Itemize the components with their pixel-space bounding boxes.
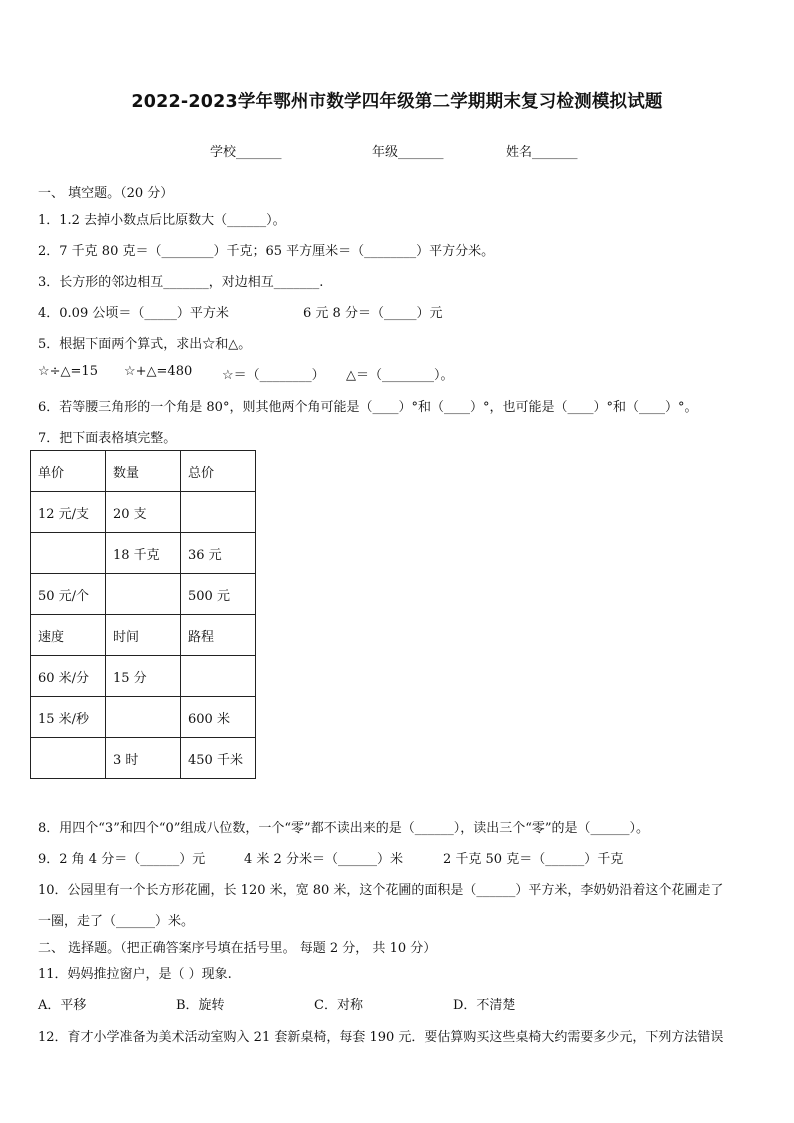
table-cell: 12 元/支 <box>31 492 106 533</box>
table-cell: 总价 <box>181 451 256 492</box>
table-cell: 数量 <box>106 451 181 492</box>
question-12: 12．育才小学准备为美术活动室购入 21 套新桌椅，每套 190 元．要估算购买这些桌椅大约需要多少元，下列方法错误 <box>38 1030 724 1045</box>
table-cell: 15 米/秒 <box>31 697 106 738</box>
question-1: 1．1.2 去掉小数点后比原数大（______）。 <box>38 213 286 228</box>
question-3: 3．长方形的邻边相互_______，对边相互_______. <box>38 275 324 290</box>
section2-heading: 二、 选择题。（把正确答案序号填在括号里。 每题 2 分， 共 10 分） <box>38 941 437 956</box>
table-cell <box>106 697 181 738</box>
fill-table <box>30 450 256 779</box>
table-cell: 600 米 <box>181 697 256 738</box>
question-8: 8．用四个“3”和四个“0”组成八位数，一个“零”都不读出来的是（______），读出三个“零”的是（______）。 <box>38 821 649 836</box>
option-d: D．不清楚 <box>453 998 516 1013</box>
table-cell <box>31 533 106 574</box>
question-9a: 9．2 角 4 分＝（______）元 <box>38 852 206 867</box>
question-5: 5．根据下面两个算式，求出☆和△。 <box>38 337 252 352</box>
option-b: B．旋转 <box>176 998 225 1013</box>
question-2: 2．7 千克 80 克＝（________）千克；65 平方厘米＝（________）平方分米。 <box>38 244 495 259</box>
table-row <box>31 533 256 574</box>
question-5-eq2: ☆+△=480 <box>124 364 193 379</box>
table-row <box>31 574 256 615</box>
school-field: 学校_______ <box>210 145 282 160</box>
name-field: 姓名_______ <box>506 145 578 160</box>
table-row <box>31 451 256 492</box>
table-cell: 500 元 <box>181 574 256 615</box>
question-5-triangle-answer: △＝（________）。 <box>346 368 454 383</box>
table-cell: 50 元/个 <box>31 574 106 615</box>
question-5-star-answer: ☆＝（________） <box>222 368 325 383</box>
table-row <box>31 697 256 738</box>
grade-field: 年级_______ <box>372 145 444 160</box>
question-9b: 4 米 2 分米＝（______）米 <box>244 852 403 867</box>
question-5-eq1: ☆÷△=15 <box>38 364 98 379</box>
table-row <box>31 738 256 779</box>
question-4b: 6 元 8 分＝（_____）元 <box>303 306 443 321</box>
table-cell: 3 时 <box>106 738 181 779</box>
table-row <box>31 656 256 697</box>
table-row <box>31 615 256 656</box>
table-cell: 18 千克 <box>106 533 181 574</box>
question-10-line1: 10．公园里有一个长方形花圃，长 120 米，宽 80 米，这个花圃的面积是（______）平方米，李奶奶沿着这个花圃走了 <box>38 883 724 898</box>
question-4a: 4．0.09 公顷＝（_____）平方米 <box>38 306 229 321</box>
question-7: 7．把下面表格填完整。 <box>38 431 177 446</box>
table-cell: 36 元 <box>181 533 256 574</box>
option-a: A．平移 <box>38 998 87 1013</box>
question-9c: 2 千克 50 克＝（______）千克 <box>443 852 624 867</box>
table-cell: 60 米/分 <box>31 656 106 697</box>
table-cell <box>31 738 106 779</box>
table-cell: 450 千米 <box>181 738 256 779</box>
section1-heading: 一、 填空题。（20 分） <box>38 186 174 201</box>
table-cell: 路程 <box>181 615 256 656</box>
table-cell <box>106 574 181 615</box>
question-10-line2: 一圈，走了（______）米。 <box>38 914 195 929</box>
table-cell: 15 分 <box>106 656 181 697</box>
question-11: 11．妈妈推拉窗户，是（ ）现象. <box>38 967 232 982</box>
page-title: 2022-2023学年鄂州市数学四年级第二学期期末复习检测模拟试题 <box>131 92 663 112</box>
table-cell: 20 支 <box>106 492 181 533</box>
table-cell: 单价 <box>31 451 106 492</box>
option-c: C．对称 <box>314 998 363 1013</box>
table-cell: 速度 <box>31 615 106 656</box>
table-cell <box>181 656 256 697</box>
table-cell <box>181 492 256 533</box>
table-cell: 时间 <box>106 615 181 656</box>
table-row <box>31 492 256 533</box>
question-6: 6．若等腰三角形的一个角是 80°，则其他两个角可能是（____）°和（____）°，也可能是（____）°和（____）°。 <box>38 400 698 415</box>
